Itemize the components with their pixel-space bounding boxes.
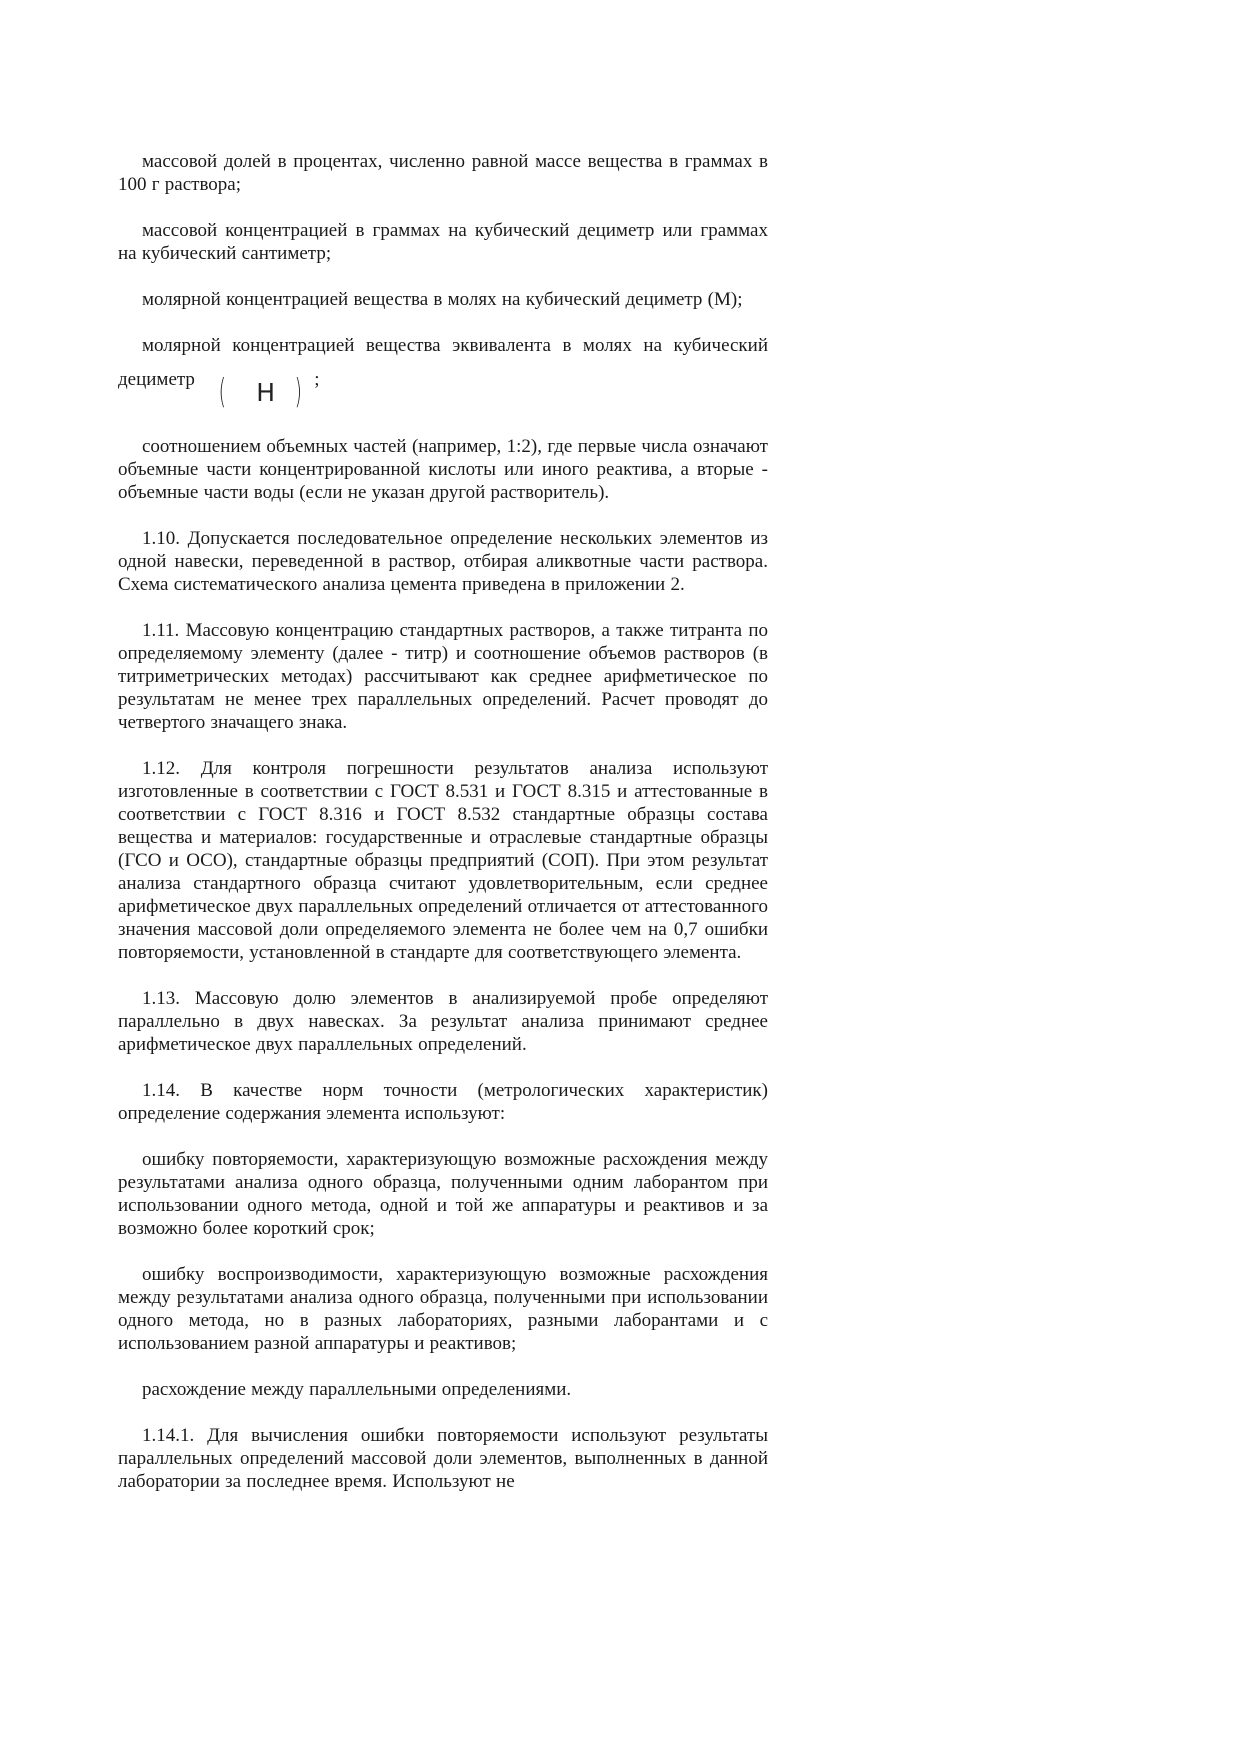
paragraph-1-11: 1.11. Массовую концентрацию стандартных растворов, а также титранта по определяемому элементу (далее - титр) и соотношение объемов растворов (в титриметрических методах) рассчитывают как среднее арифметическое по результатам не менее трех параллельных определений. Расчет проводят до четвертого значащего знака.: [118, 620, 768, 733]
paragraph-equivalent-concentration: [118, 334, 768, 412]
paragraph-parallel-discrepancy: расхождение между параллельными определениями.: [142, 1379, 572, 1400]
paragraph-1-13: 1.13. Массовую долю элементов в анализируемой пробе определяют параллельно в двух навесках. За результат анализа принимают среднее арифметическое двух параллельных определений.: [118, 988, 768, 1055]
paragraph-1-10: 1.10. Допускается последовательное определение нескольких элементов из одной навески, переведенной в раствор, отбирая аликвотные части раствора. Схема систематического анализа цемента приведена в приложении 2.: [118, 528, 768, 595]
formula-close-paren: ): [294, 372, 302, 412]
formula-trailing: ;: [314, 369, 320, 390]
formula-symbol: Н: [256, 377, 276, 407]
normality-formula: [197, 372, 310, 412]
paragraph-1-14: 1.14. В качестве норм точности (метрологических характеристик) определение содержания элемента используют:: [118, 1080, 768, 1124]
formula-open-paren: (: [218, 372, 226, 412]
paragraph-reproducibility-error: ошибку воспроизводимости, характеризующую возможные расхождения между результатами анализа одного образца, полученными при использовании одного метода, но в разных лабораториях, разными лаборантами и с использованием разной аппаратуры и реактивов;: [118, 1264, 768, 1354]
paragraph-equivalent-text: молярной концентрацией вещества эквивалента в молях на кубический дециметр: [118, 335, 768, 390]
paragraph-mass-fraction: массовой долей в процентах, численно равной массе вещества в граммах в 100 г раствора;: [118, 151, 768, 195]
document-body: [118, 150, 768, 1516]
paragraph-mass-concentration: массовой концентрацией в граммах на кубический дециметр или граммах на кубический сантиметр;: [118, 220, 768, 264]
paragraph-volume-ratio: соотношением объемных частей (например, 1:2), где первые числа означают объемные части концентрированной кислоты или иного реактива, а вторые - объемные части воды (если не указан другой растворитель).: [118, 436, 768, 503]
paragraph-1-12: 1.12. Для контроля погрешности результатов анализа используют изготовленные в соответствии с ГОСТ 8.531 и ГОСТ 8.315 и аттестованные в соответствии с ГОСТ 8.316 и ГОСТ 8.532 стандартные образцы состава вещества и материалов: государственные и отраслевые стандартные образцы (ГСО и ОСО), стандартные образцы предприятий (СОП). При этом результат анализа стандартного образца считают удовлетворительным, если среднее арифметическое двух параллельных определений отличается от аттестованного значения массовой доли определяемого элемента не более чем на 0,7 ошибки повторяемости, установленной в стандарте для соответствующего элемента.: [118, 758, 768, 963]
paragraph-repeatability-error: ошибку повторяемости, характеризующую возможные расхождения между результатами анализа одного образца, полученными одним лаборантом при использовании одного метода, одной и той же аппаратуры и реактивов и за возможно более короткий срок;: [118, 1149, 768, 1239]
paragraph-molar-concentration: молярной концентрацией вещества в молях на кубический дециметр (М);: [142, 289, 743, 310]
paragraph-1-14-1: 1.14.1. Для вычисления ошибки повторяемости используют результаты параллельных определений массовой доли элементов, выполненных в данной лаборатории за последнее время. Используют не: [118, 1425, 768, 1492]
